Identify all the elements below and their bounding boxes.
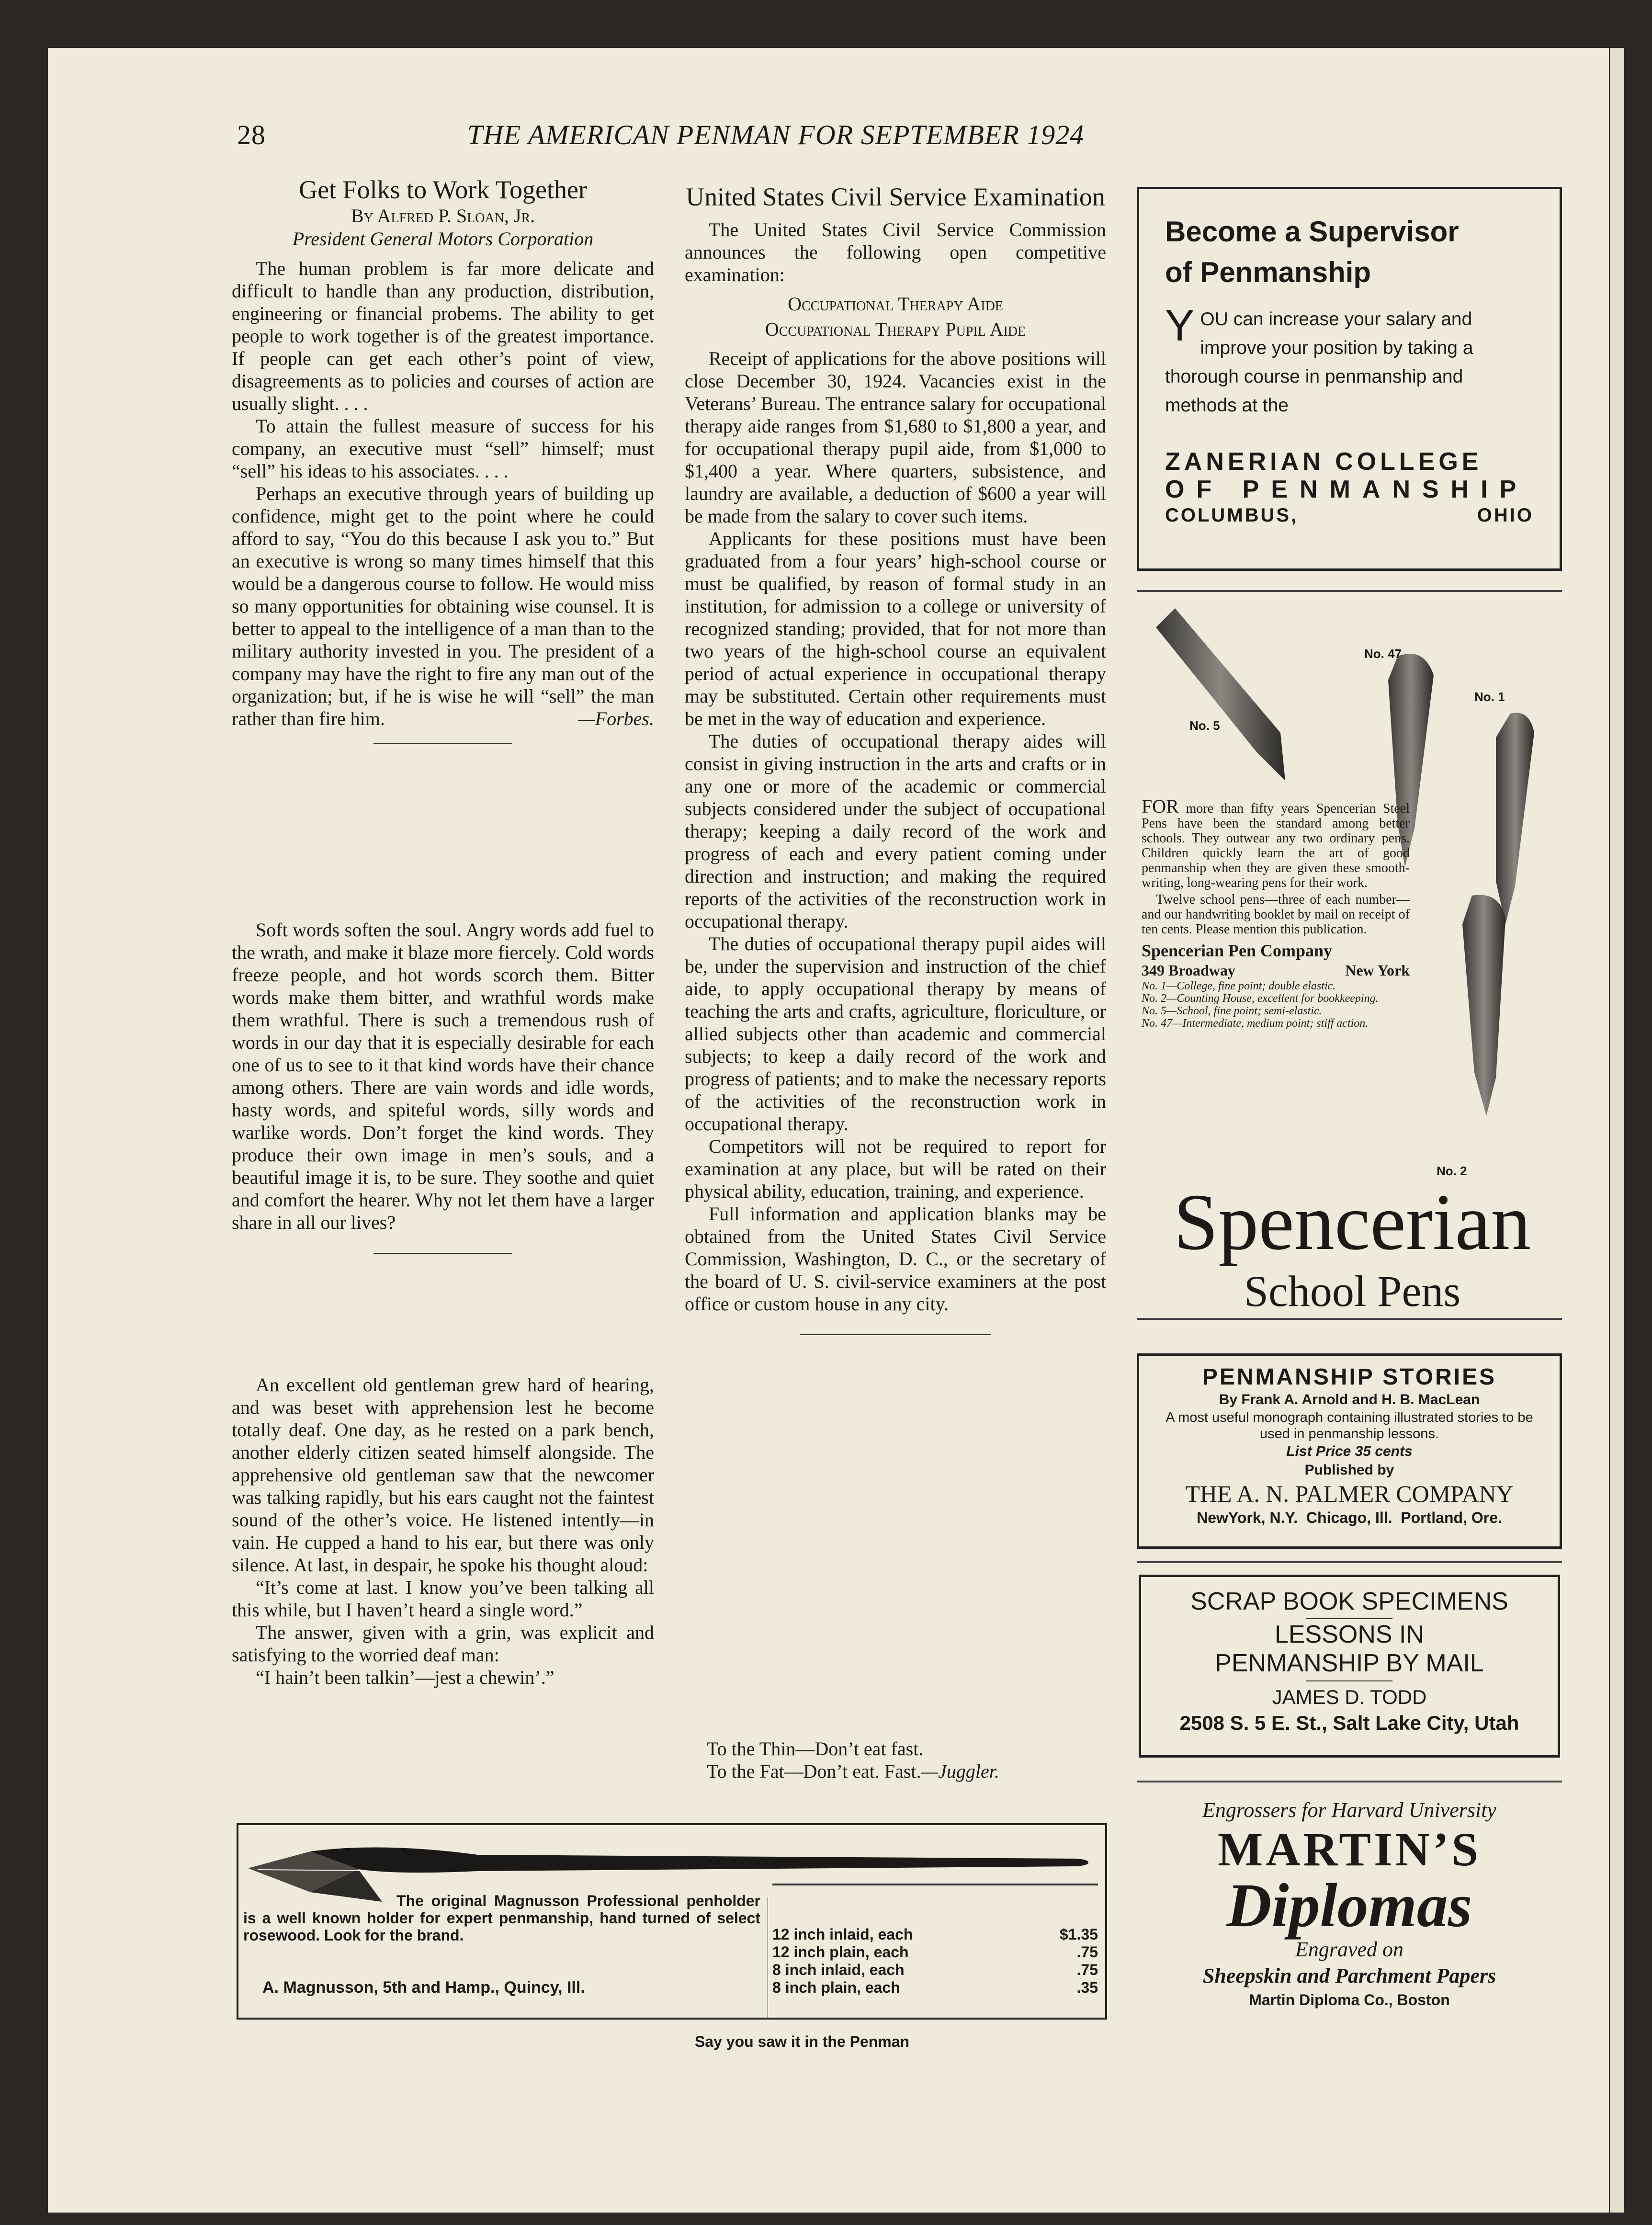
ad-engraved: Engraved on: [1295, 1938, 1404, 1961]
article-title: Get Folks to Work Together: [299, 175, 587, 204]
pen-label: No. 2: [1437, 1164, 1467, 1178]
offer-text: Twelve school pens—three of each number—and our handwriting booklet by mail on receipt of ten cents. Please mention this publication.: [1142, 892, 1410, 937]
ad-description: The original Magnusson Professional penholder is a well known holder for expert penmanship, hand turned of select rosewood. Look for the brand.: [243, 1892, 760, 1944]
pen-list-item: No. 1—College, fine point; double elastic.: [1142, 980, 1336, 992]
ad-zanerian-college: [1137, 187, 1562, 571]
joke-line: To the Fat—Don’t eat. Fast.: [707, 1760, 921, 1782]
price-row: [772, 1926, 1098, 1943]
brand-name: Spencerian: [1173, 1178, 1531, 1267]
paragraph: Perhaps an executive through years of building up confidence, might get to the point where he could afford to say, “You do this because I ask you to.” But an executive is wrong so many times himself that this would be a dangerous course to follow. He would miss so many opportunities for obtaining wise counsel. It is better to appeal to the intelligence of a man than to the military authority invested in you. The president of a company may have the right to fire any man out of the organization; but, if he is wise he will “sell” the man rather than fire him.: [232, 483, 654, 729]
price-item: 12 inch inlaid, each: [772, 1926, 913, 1943]
company-name: Spencerian Pen Company: [1142, 941, 1333, 960]
ad-company: Martin Diploma Co., Boston: [1249, 1991, 1450, 2009]
divider: [800, 1334, 991, 1335]
article-byline: By Alfred P. Sloan, Jr.: [351, 205, 535, 227]
paragraph: An excellent old gentleman grew hard of hearing, and was beset with apprehension lest he become totally deaf. One day, as he rested on a park bench, another elderly citizen seated himself alongside. The apprehensive old gentleman saw that the newcomer was talking rapidly, but his ears caught not the faintest sound of the other’s voice. He listened intently—in vain. He cupped a hand to his ear, but there was only silence. At last, in despair, he spoke his thought aloud:: [232, 1374, 654, 1576]
divider: [1137, 1561, 1562, 1563]
paragraph: Soft words soften the soul. Angry words add fuel to the wrath, and make it blaze more fiercely. Cold words freeze people, and hot words scorch them. Bitter words make them bitter, and wrathful words make them wrathful. There is such a tremendous rush of words in our day that it is especially desirable for each one of us to see to it that kind words have their chance among others. There are vain words and idle words, hasty words, and spiteful words, silly words and warlike words. Don’t forget the kind words. They produce their own image in men’s souls, and a beautiful image it is, to be sure. They soothe and quiet and comfort the hearer. Why not let them have a larger share in all our lives?: [232, 919, 654, 1233]
city: New York: [1345, 962, 1410, 979]
divider: [373, 1253, 512, 1254]
ad-line: SCRAP BOOK SPECIMENS: [1190, 1588, 1508, 1615]
paragraph: Competitors will not be required to report for examination at any place, but will be rated on their physical ability, education, training, and experience.: [685, 1135, 1106, 1202]
pen-list-item: No. 5—School, fine point; semi-elastic.: [1142, 1005, 1322, 1017]
article-deaf-gentleman: [232, 1374, 654, 1689]
divider: [373, 743, 512, 744]
drop-cap: Y: [1165, 301, 1195, 350]
paragraph: The answer, given with a grin, was explicit and satisfying to the worried deaf man:: [232, 1622, 654, 1666]
college-name: OF PENMANSHIP: [1165, 476, 1528, 503]
article-civil-service: [685, 182, 1106, 1335]
paragraph: The human problem is far more delicate and difficult to handle than any production, distribution, engineering or financial probems. The ability to get people to work together is of the greatest importance. If people can get each other’s point of view, disagreements as to policies and courses of action are usually slight. . . .: [232, 258, 654, 414]
position-title: Occupational Therapy Pupil Aide: [765, 318, 1026, 340]
price-row: [772, 1943, 1098, 1961]
ad-title: PENMANSHIP STORIES: [1202, 1364, 1497, 1390]
ad-papers: Sheepskin and Parchment Papers: [1202, 1964, 1496, 1987]
company-address: [1142, 961, 1410, 980]
price-item: 8 inch inlaid, each: [772, 1961, 905, 1978]
pen-label: No. 47: [1364, 647, 1402, 661]
joke: [707, 1737, 1109, 1782]
ad-line: PENMANSHIP BY MAIL: [1215, 1649, 1484, 1677]
published-by: Published by: [1304, 1462, 1394, 1478]
paragraph: “It’s come at last. I know you’ve been talking all this while, but I haven’t heard a single word.”: [232, 1577, 654, 1621]
ad-magnusson-penholder: [237, 1823, 1107, 2020]
pen-label: No. 1: [1474, 690, 1505, 704]
brand-tagline: School Pens: [1244, 1267, 1461, 1316]
ad-top-line: Engrossers for Harvard University: [1202, 1798, 1496, 1822]
ad-martins-diplomas: [1139, 1796, 1560, 2021]
pen-nib-no-2: [1462, 895, 1505, 1116]
body-lead: FOR: [1142, 795, 1179, 817]
price-value: .75: [1076, 1943, 1098, 1961]
paragraph: Receipt of applications for the above positions will close December 30, 1924. Vacancies exist in the Veterans’ Bureau. The entrance salary for occupational therapy aide ranges from $1,680 to $1,800 a year, and for occupational therapy pupil aide, from $1,000 to $1,400 a year. Where quarters, subsistence, and laundry are available, a deduction of $600 a year will be made from the salary to cover such items.: [685, 348, 1106, 527]
pen-nib-no-1: [1496, 713, 1534, 924]
divider: [1137, 590, 1562, 592]
divider: [1137, 1318, 1562, 1320]
divider: [1306, 1680, 1392, 1681]
divider: [1306, 1618, 1392, 1619]
ad-body: [1165, 301, 1534, 420]
ad-penmanship-stories: [1137, 1353, 1562, 1549]
pen-list-item: No. 47—Intermediate, medium point; stiff action.: [1142, 1017, 1369, 1030]
ad-description: A most useful monograph containing illustrated stories to be used in penmanship lessons.: [1165, 1410, 1533, 1442]
address: 349 Broadway: [1142, 962, 1235, 979]
ad-spencerian: [1137, 599, 1568, 1316]
ad-price: List Price 35 cents: [1286, 1443, 1413, 1459]
article-title: United States Civil Service Examination: [686, 182, 1105, 211]
paragraph: The duties of occupational therapy pupil aides will be, under the supervision and instruction of the chief aide, to apply occupational therapy by means of teaching the arts and crafts, agriculture, floriculture, or allied subjects other than academic and commercial subjects; to keep a daily record of the work and progress of patients; and to make the necessary reports of the activities of the reconstruction work in occupational therapy.: [685, 933, 1106, 1135]
paragraph: Applicants for these positions must have been graduated from a four years’ high-school course or must be qualified, by reason of formal study in an institution, for admission to a college or university of recognized standing; provided, that for not more than two years of the high-school course an equivalent period of actual experience in occupational therapy may be substituted. Certain other requirements must be met in the way of education and experience.: [685, 528, 1106, 729]
article-get-folks: [232, 175, 654, 744]
ad-brand: MARTIN’S: [1217, 1823, 1482, 1876]
ad-authors: By Frank A. Arnold and H. B. MacLean: [1219, 1392, 1480, 1408]
joke-line: To the Thin—Don’t eat fast.: [707, 1738, 924, 1760]
running-head: [237, 119, 1257, 157]
ad-address: 2508 S. 5 E. St., Salt Lake City, Utah: [1179, 1712, 1519, 1734]
ad-name: JAMES D. TODD: [1272, 1686, 1427, 1708]
price-row: [772, 1961, 1098, 1979]
page-number: 28: [237, 119, 266, 150]
author-position: President General Motors Corporation: [292, 228, 594, 250]
price-value: $1.35: [1059, 1926, 1098, 1943]
paragraph: Full information and application blanks may be obtained from the United States Civil Service Commission, Washington, D. C., or the secretary of the board of U. S. civil-service examiners at the post office or custom house in any city.: [685, 1203, 1106, 1315]
paragraph: The duties of occupational therapy aides will consist in giving instruction in the arts and crafts or in any one or more of the academic or commercial subjects considered under the subject of occupational therapy; keeping a daily record of the work and progress of each and every patient coming under direction and instruction; and making the required reports of the activities of the reconstruction work in occupational therapy.: [685, 730, 1106, 932]
divider: [772, 1884, 1098, 1885]
paragraph: To attain the fullest measure of success for his company, an executive must “sell” himself; must “sell” his ideas to his associates. . . .: [232, 415, 654, 482]
ad-body-text: OU can increase your salary and improve your position by taking a thorough course in penmanship and methods at the: [1165, 309, 1473, 416]
price-value: .35: [1076, 1979, 1098, 1996]
intro-paragraph: The United States Civil Service Commission announces the following open competitive examination:: [685, 219, 1106, 285]
publisher-name: THE A. N. PALMER COMPANY: [1185, 1480, 1514, 1507]
city: COLUMBUS,: [1165, 505, 1299, 526]
pen-list: [1142, 980, 1410, 1030]
ad-body: [1142, 795, 1410, 1030]
ad-diplomas: Diplomas: [1226, 1871, 1472, 1940]
price-item: 12 inch plain, each: [772, 1943, 909, 1961]
ad-line: LESSONS IN: [1274, 1621, 1425, 1648]
price-item: 8 inch plain, each: [772, 1979, 900, 1996]
position-title: Occupational Therapy Aide: [788, 293, 1003, 315]
pen-label: No. 5: [1189, 718, 1220, 733]
price-value: .75: [1076, 1961, 1098, 1978]
page-edge: [1610, 48, 1624, 2213]
pen-list-item: No. 2—Counting House, excellent for bookkeeping.: [1142, 992, 1379, 1005]
publisher-cities: NewYork, N.Y. Chicago, Ill. Portland, Ore.: [1197, 1509, 1502, 1526]
ad-james-todd: [1139, 1575, 1560, 1758]
ad-title: Become a Supervisor: [1165, 216, 1459, 248]
article-source: —Forbes.: [578, 708, 654, 729]
ad-contact: A. Magnusson, 5th and Hamp., Quincy, Ill.: [262, 1978, 585, 1997]
state: OHIO: [1477, 505, 1534, 526]
body-text: more than fifty years Spencerian Steel Pens have been the standard among better schools. They outwear any two ordinary pens. Children quickly learn the art of good penmanship when they are given these smooth-writing, long-wearing pens for their work.: [1142, 801, 1410, 890]
divider: [1137, 1781, 1562, 1782]
price-row: [772, 1979, 1098, 1997]
page-footer: Say you saw it in the Penman: [694, 2033, 910, 2050]
price-list: [772, 1926, 1098, 1997]
article-soft-words: [232, 919, 654, 1254]
pen-nib-no-5: [1156, 608, 1285, 781]
publication-title: THE AMERICAN PENMAN FOR SEPTEMBER 1924: [467, 119, 1085, 150]
college-name: ZANERIAN COLLEGE: [1165, 448, 1482, 476]
college-location: [1165, 503, 1534, 527]
paragraph: “I hain’t been talkin’—jest a chewin’.”: [256, 1667, 554, 1688]
joke-source: —Juggler.: [921, 1760, 999, 1782]
ad-title: of Penmanship: [1165, 256, 1371, 288]
